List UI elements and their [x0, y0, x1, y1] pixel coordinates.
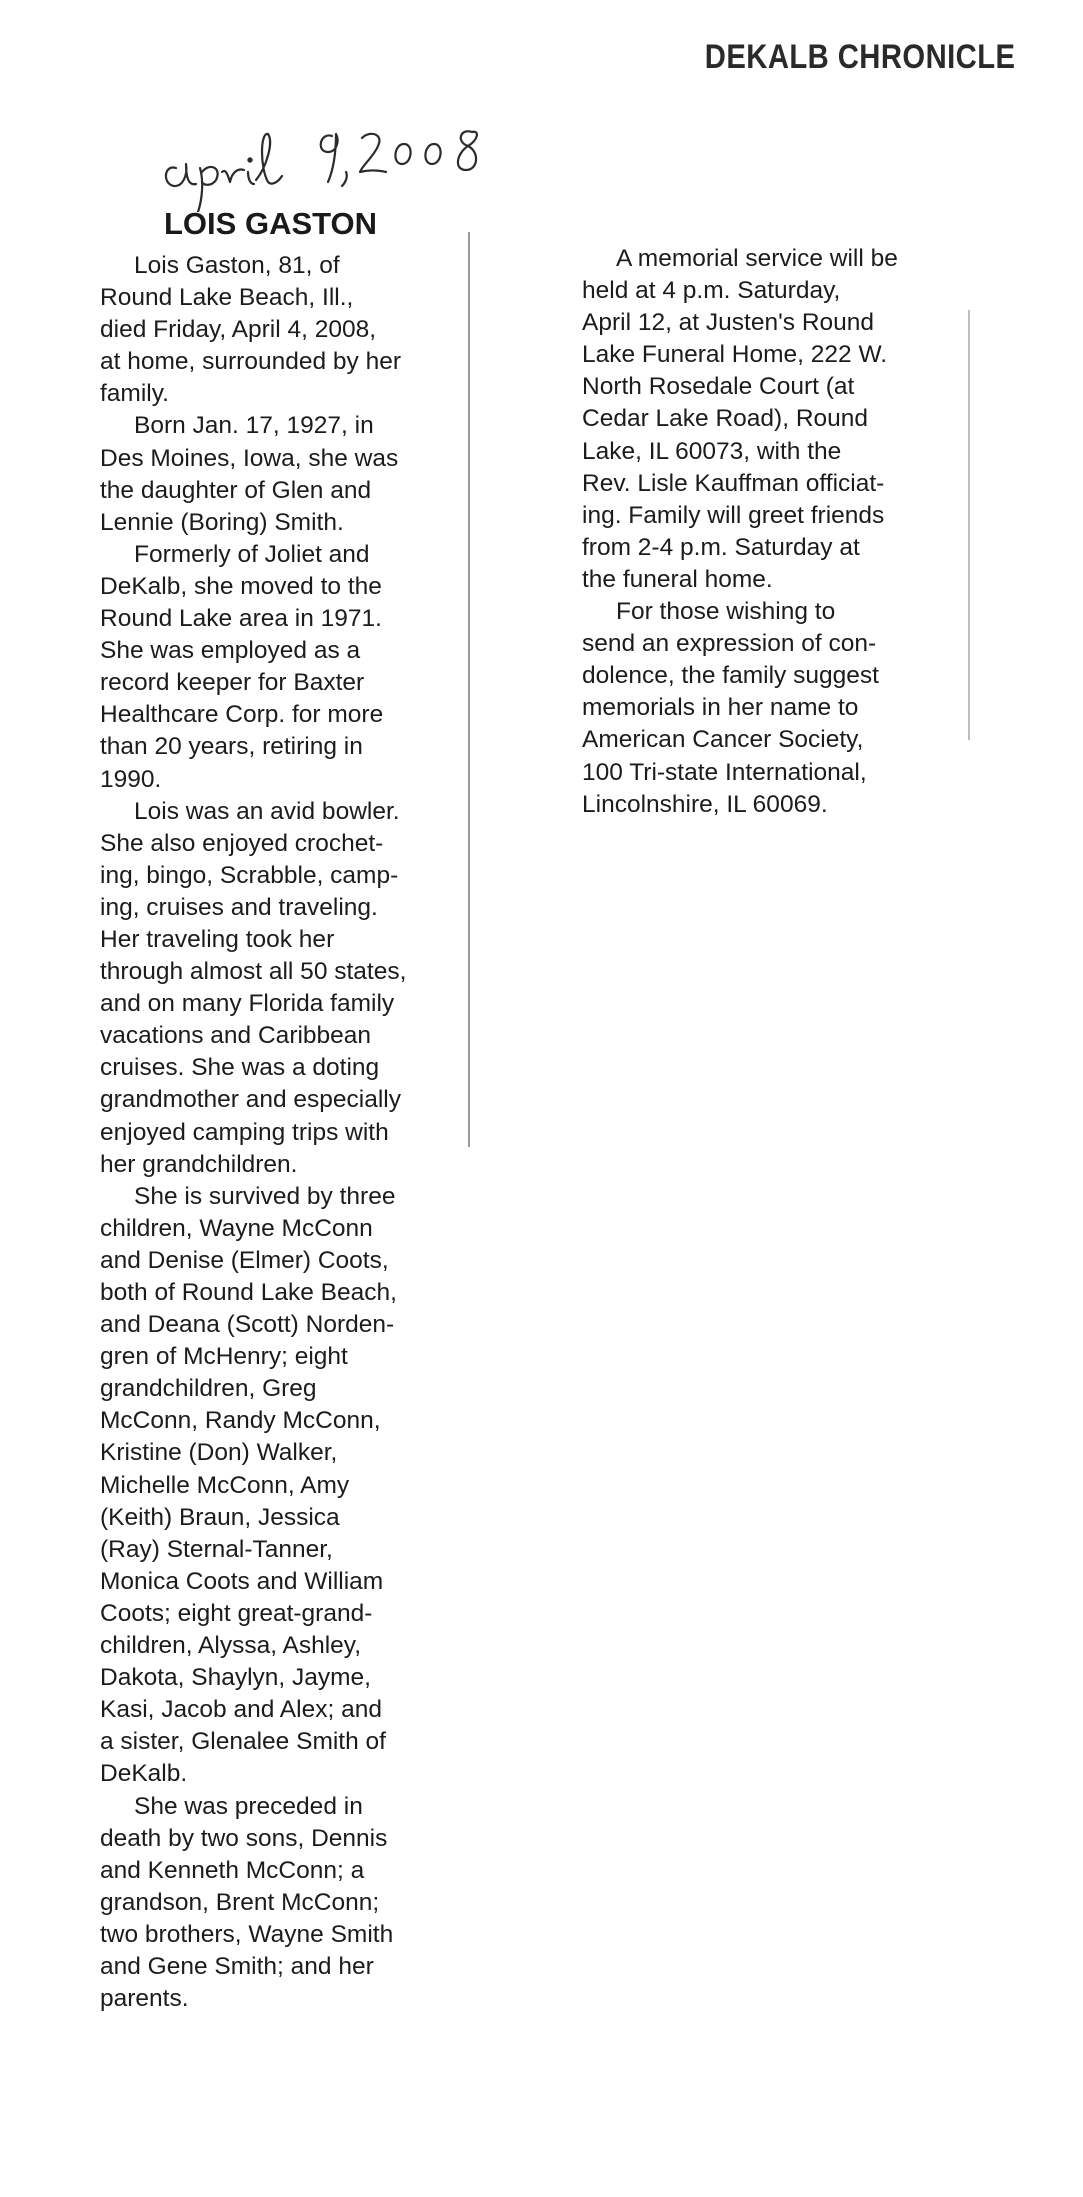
text-line: Des Moines, Iowa, she was	[100, 444, 399, 472]
text-line: parents.	[100, 1985, 189, 2013]
text-line: two brothers, Wayne Smith	[100, 1920, 394, 1948]
text-line: Lake Funeral Home, 222 W.	[582, 341, 888, 369]
text-line: McConn, Randy McConn,	[100, 1407, 381, 1435]
text-line: her grandchildren.	[100, 1150, 298, 1178]
obituary-headline: LOIS GASTON	[164, 206, 378, 241]
text-line: enjoyed camping trips with	[100, 1118, 389, 1146]
text-line: through almost all 50 states,	[100, 958, 407, 986]
text-line: Coots; eight great-grand-	[100, 1599, 373, 1627]
text-line: children, Alyssa, Ashley,	[100, 1632, 362, 1660]
text-line: died Friday, April 4, 2008,	[100, 316, 377, 344]
article-paragraph	[100, 539, 472, 796]
text-line: send an expression of con-	[582, 630, 877, 658]
text-line: Monica Coots and William	[100, 1567, 384, 1595]
text-line: and Deana (Scott) Norden-	[100, 1311, 395, 1339]
text-line: 1990.	[100, 765, 162, 793]
text-line: For those wishing to	[616, 598, 836, 626]
article-paragraph	[582, 243, 958, 596]
text-line: DeKalb, she moved to the	[100, 572, 382, 600]
text-line: She was preceded in	[134, 1792, 363, 1820]
text-line: Kasi, Jacob and Alex; and	[100, 1696, 382, 1724]
text-line: She also enjoyed crochet-	[100, 829, 384, 857]
text-line: at home, surrounded by her	[100, 348, 401, 376]
text-line: the daughter of Glen and	[100, 476, 372, 504]
article-paragraph	[100, 250, 472, 410]
text-line: Lois was an avid bowler.	[134, 797, 400, 825]
text-line: Round Lake Beach, Ill.,	[100, 284, 354, 312]
article-paragraph	[100, 1181, 472, 1791]
handwritten-date	[156, 72, 516, 212]
text-line: children, Wayne McConn	[100, 1214, 373, 1242]
text-line: held at 4 p.m. Saturday,	[582, 277, 841, 305]
text-line: ing, cruises and traveling.	[100, 893, 378, 921]
text-line: vacations and Caribbean	[100, 1022, 372, 1050]
text-line: cruises. She was a doting	[100, 1054, 380, 1082]
text-line: Lennie (Boring) Smith.	[100, 508, 344, 536]
text-line: than 20 years, retiring in	[100, 733, 363, 761]
text-line: Lois Gaston, 81, of	[134, 252, 340, 279]
text-line: Born Jan. 17, 1927, in	[134, 412, 374, 440]
text-line: She is survived by three	[134, 1182, 396, 1210]
text-line: Kristine (Don) Walker,	[100, 1439, 338, 1467]
text-line: 100 Tri-state International,	[582, 758, 867, 786]
text-line: DeKalb.	[100, 1760, 188, 1788]
text-line: A memorial service will be	[616, 245, 898, 272]
text-line: Healthcare Corp. for more	[100, 701, 384, 729]
text-line: North Rosedale Court (at	[582, 373, 855, 401]
text-line: grandmother and especially	[100, 1086, 401, 1114]
text-line: April 12, at Justen's Round	[582, 309, 875, 337]
text-line: from 2-4 p.m. Saturday at	[582, 533, 860, 561]
text-line: (Ray) Sternal-Tanner,	[100, 1535, 333, 1563]
text-line: Dakota, Shaylyn, Jayme,	[100, 1664, 371, 1692]
text-line: American Cancer Society,	[582, 726, 864, 754]
text-line: dolence, the family suggest	[582, 662, 879, 690]
text-line: and Denise (Elmer) Coots,	[100, 1246, 389, 1274]
article-right-column	[582, 243, 958, 821]
text-line: and Kenneth McConn; a	[100, 1856, 365, 1884]
text-line: ing. Family will greet friends	[582, 501, 885, 529]
article-paragraph	[100, 1791, 472, 2016]
text-line: and on many Florida family	[100, 990, 395, 1018]
column-rule	[468, 232, 470, 1147]
text-line: Formerly of Joliet and	[134, 540, 370, 568]
text-line: and Gene Smith; and her	[100, 1952, 374, 1980]
article-paragraph	[582, 596, 958, 821]
text-line: (Keith) Braun, Jessica	[100, 1503, 340, 1531]
text-line: ing, bingo, Scrabble, camp-	[100, 861, 399, 889]
text-line: Her traveling took her	[100, 925, 335, 953]
text-line: grandchildren, Greg	[100, 1375, 317, 1403]
text-line: both of Round Lake Beach,	[100, 1279, 397, 1306]
column-rule-right	[968, 310, 970, 740]
text-line: grandson, Brent McConn;	[100, 1888, 380, 1916]
text-line: Rev. Lisle Kauffman officiat-	[582, 469, 885, 497]
text-line: Cedar Lake Road), Round	[582, 405, 869, 433]
text-line: memorials in her name to	[582, 694, 859, 722]
text-line: Round Lake area in 1971.	[100, 605, 382, 633]
article-paragraph	[100, 796, 472, 1181]
publication-masthead: DEKALB CHRONICLE	[704, 38, 1016, 76]
text-line: a sister, Glenalee Smith of	[100, 1728, 386, 1756]
text-line: death by two sons, Dennis	[100, 1824, 388, 1852]
text-line: the funeral home.	[582, 565, 773, 593]
text-line: Lake, IL 60073, with the	[582, 437, 842, 465]
text-line: She was employed as a	[100, 637, 361, 665]
article-paragraph	[100, 410, 472, 538]
text-line: Michelle McConn, Amy	[100, 1471, 350, 1499]
text-line: Lincolnshire, IL 60069.	[582, 790, 828, 818]
article-left-column	[100, 250, 472, 2015]
text-line: record keeper for Baxter	[100, 669, 365, 697]
text-line: family.	[100, 380, 169, 408]
text-line: gren of McHenry; eight	[100, 1343, 348, 1371]
